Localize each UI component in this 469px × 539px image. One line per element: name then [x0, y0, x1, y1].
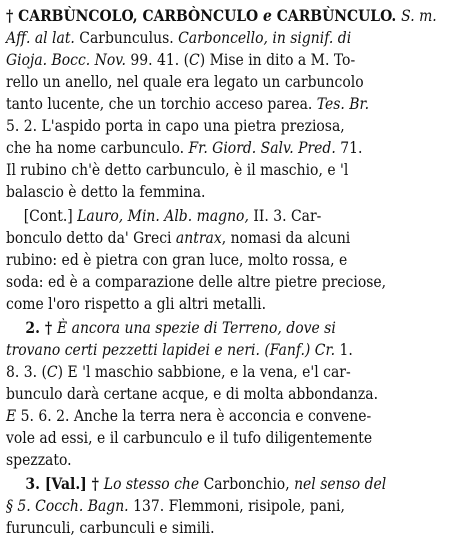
entry-section-cont [6, 205, 463, 315]
text-run: 5. 2. L'aspido porta in capo una pietra preziosa, [6, 117, 345, 135]
text-line [6, 339, 417, 361]
italic-run: Carboncello, in signif. di [178, 29, 352, 47]
text-run: ) Mise in dito a M. To- [199, 51, 356, 69]
text-run: bonculo detto da' Greci [6, 229, 176, 247]
text-line [6, 361, 417, 383]
text-line [6, 449, 417, 471]
text-run: bunculo darà certane acque, e di molta abbondanza. [6, 385, 379, 403]
text-run: rello un anello, nel quale era legato un carbuncolo [6, 73, 364, 91]
text-run: come l'oro rispetto a gli altri metalli. [6, 295, 267, 313]
headword-run: CARBÙNCULO. [271, 6, 402, 25]
headword-run: 3. [Val.] † [6, 474, 104, 493]
text-run: tanto lucente, che un torchio acceso parea. [6, 95, 317, 113]
text-line [6, 317, 417, 339]
headword-run: 2. † [6, 318, 58, 337]
italic-run: Fr. Giord. Salv. Pred. [188, 139, 341, 157]
text-line [6, 71, 417, 93]
text-line [6, 93, 417, 115]
italic-run: Lo stesso che [103, 475, 204, 493]
italic-run: Tes. Br. [316, 95, 370, 113]
text-line [6, 159, 417, 181]
text-run: soda: ed è a comparazione delle altre pietre preciose, [6, 273, 387, 291]
dictionary-entry [6, 5, 463, 539]
text-run: [Cont.] [6, 207, 78, 225]
text-line [6, 405, 417, 427]
text-line [6, 517, 417, 539]
text-line [6, 115, 417, 137]
text-line [6, 495, 417, 517]
entry-section-sense2 [6, 317, 463, 471]
text-line [6, 5, 437, 27]
italic-run: nel senso del [294, 475, 387, 493]
text-run: 5. 6. 2. Anche la terra nera è acconcia e convene- [20, 407, 372, 425]
text-line [6, 27, 417, 49]
text-run: Carbonchio, [203, 475, 295, 493]
text-run: 1. [339, 341, 353, 359]
italic-run: E [6, 407, 21, 425]
text-line [6, 271, 417, 293]
italic-run: S. m. [401, 7, 437, 25]
text-line [6, 227, 417, 249]
text-run: 71. [340, 139, 363, 157]
italic-run: Aff. al lat. [6, 29, 80, 47]
text-run: balascio è detto la femmina. [6, 183, 206, 201]
text-run: ) E 'l maschio sabbione, e la vena, e'l car- [57, 363, 351, 381]
text-line [6, 181, 417, 203]
headword-run: † CARBÙNCOLO, CARBÒNCULO [6, 6, 264, 25]
text-line [6, 473, 417, 495]
text-run: rubino: ed è pietra con gran luce, molto rossa, e [6, 251, 348, 269]
text-run: furunculi, carbunculi e simili. [6, 519, 215, 537]
italic-run: Gioja. Bocc. Nov. [6, 51, 131, 69]
text-line [6, 49, 417, 71]
text-line [6, 293, 417, 315]
text-run: , nomasi da alcuni [221, 229, 351, 247]
text-run: Carbunculus. [79, 29, 179, 47]
italic-run: trovano certi pezzetti lapidei e neri. (Fanf.) Cr. [6, 341, 340, 359]
text-run: che ha nome carbunculo. [6, 139, 189, 157]
text-line [6, 205, 417, 227]
italic-run: C [189, 51, 200, 69]
italic-run: Lauro, Min. Alb. magno, [77, 207, 254, 225]
italic-run: È ancora una spezie di Terreno, dove si [57, 319, 336, 337]
text-run: II. 3. Car- [253, 207, 322, 225]
text-line [6, 249, 417, 271]
text-line [6, 427, 417, 449]
text-run: Il rubino ch'è detto carbunculo, è il maschio, e 'l [6, 161, 349, 179]
text-run: 137. Flemmoni, risipole, pani, [133, 497, 345, 515]
italic-run: § 5. Cocch. Bagn. [6, 497, 134, 515]
text-run: vole ad essi, e il carbunculo e il tufo diligentemente [6, 429, 373, 447]
italic-run: antrax [175, 229, 222, 247]
text-line [6, 383, 417, 405]
text-run: 99. 41. ( [130, 51, 190, 69]
text-run: 8. 3. ( [6, 363, 47, 381]
text-run: spezzato. [6, 451, 72, 469]
entry-section-sense3 [6, 473, 463, 539]
entry-section-main [6, 5, 463, 203]
headword-run: e [263, 6, 272, 25]
text-line [6, 137, 417, 159]
italic-run: C [46, 363, 58, 381]
